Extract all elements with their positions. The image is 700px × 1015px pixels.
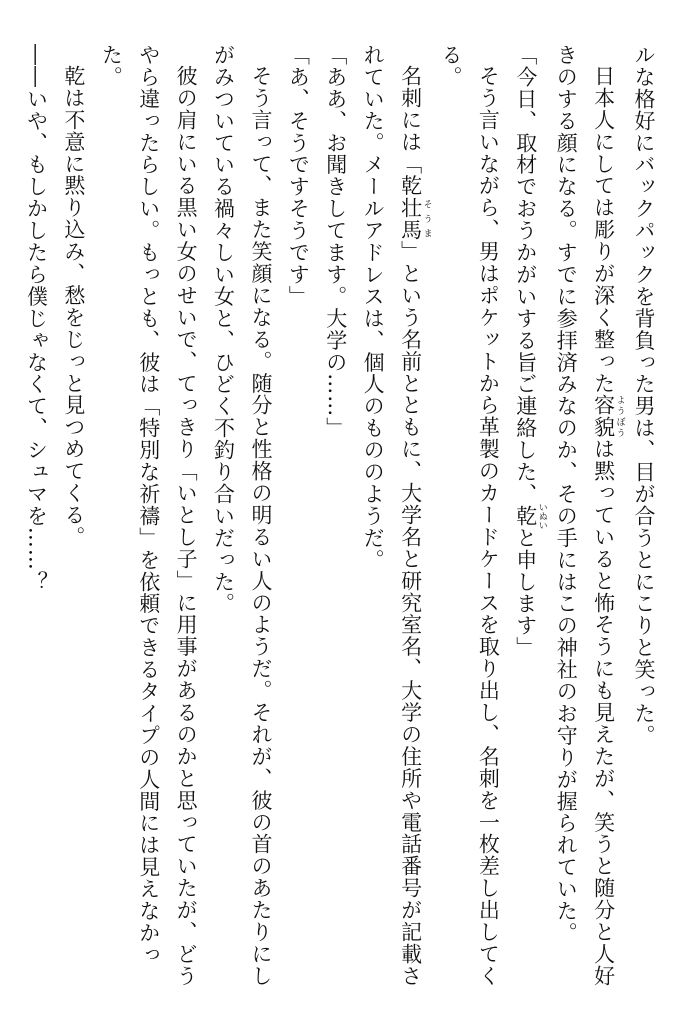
text-segment: そう言いながら、男はポケットから革製のカードケースを取り出し、名刺を一枚差し出してくる。 <box>438 44 501 987</box>
text-segment: 「今日、取材でおうかがいする旨ご連絡した、 <box>513 44 538 505</box>
ruby-base: 容貌 <box>591 394 616 439</box>
ruby-annotated-word <box>398 196 432 241</box>
text-segment: 「あ、そうですそうです」 <box>286 44 311 308</box>
ruby-reading: そうま <box>421 196 432 241</box>
paragraph <box>625 44 662 990</box>
paragraph <box>432 44 507 990</box>
paragraph <box>204 44 279 990</box>
paragraph <box>55 44 92 990</box>
vertical-text-body <box>22 44 662 990</box>
paragraph <box>354 44 432 990</box>
text-segment: そう言って、また笑顔になる。随分と性格の明るい人のようだ。それが、彼の首のあたりにしがみついている禍々しい女と、ひどく不釣り合いだった。 <box>211 44 273 987</box>
paragraph <box>506 44 546 990</box>
ruby-reading: ようぼう <box>614 394 625 439</box>
text-segment: と申します」 <box>513 526 538 659</box>
text-segment: ――いや、もしかしたら僕じゃなくて、シュマを……？ <box>24 44 49 593</box>
text-segment: 乾は不意に黙り込み、愁をじっと見つめてくる。 <box>61 65 86 548</box>
ruby-base: 乾 <box>513 502 538 530</box>
text-segment: 「ああ、お聞きしてます。大学の……」 <box>323 44 348 440</box>
ruby-reading: いぬい <box>536 502 547 530</box>
ruby-annotated-word <box>513 502 547 530</box>
ruby-annotated-word <box>591 394 625 439</box>
text-segment: ルな格好にバックパックを背負った男は、目が合うとにこりと笑った。 <box>632 44 656 747</box>
text-segment: は黙っていると怖そうにも見えたが、笑うと随分と人好きのする顔になる。すでに参拝済みなのか、その手にはこの神社のお守りが握られていた。 <box>554 44 616 987</box>
text-segment: 」という名前とともに、大学名と研究室名、大学の住所や電話番号が記載されていた。メールアドレスは、個人のもののようだ。 <box>361 44 423 987</box>
paragraph <box>316 44 353 990</box>
ruby-base: 壮馬 <box>398 196 423 241</box>
paragraph <box>547 44 625 990</box>
text-segment: 名刺には「乾 <box>398 65 423 197</box>
text-segment: 彼の肩にいる黒い女のせいで、てっきり「いとし子」に用事があるのかと思っていたが、どうやら違ったらしい。もっとも、彼は「特別な祈禱」を依頼できるタイプの人間には見えなかった。 <box>99 44 199 987</box>
text-segment: 日本人にしては彫りが深く整った <box>591 65 616 395</box>
paragraph <box>279 44 316 990</box>
paragraph <box>17 44 54 990</box>
paragraph <box>92 44 204 990</box>
